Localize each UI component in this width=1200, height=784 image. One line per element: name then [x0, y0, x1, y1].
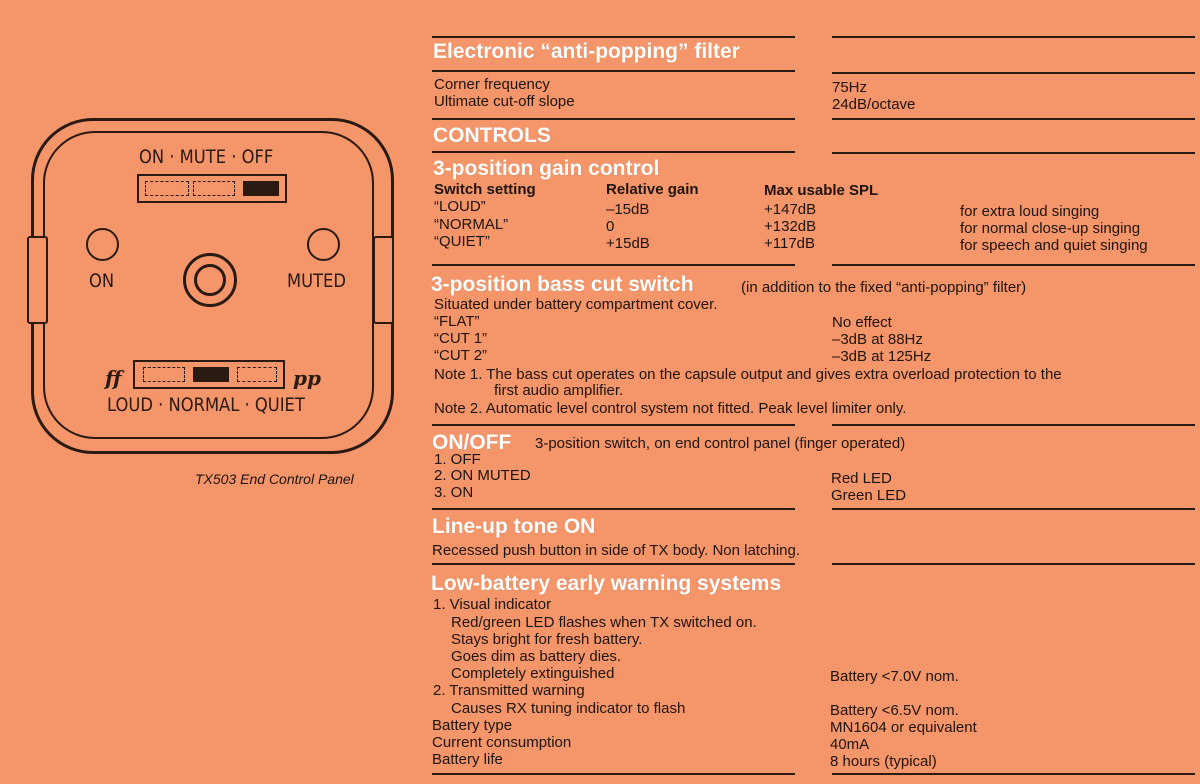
onoff-row-value: Red LED: [831, 470, 892, 487]
rule: [432, 151, 795, 153]
onoff-heading: ON/OFF: [432, 431, 512, 454]
pp-label: pp: [293, 366, 321, 390]
gain-position-quiet: [237, 367, 277, 382]
on-led-label: ON: [89, 270, 115, 292]
battery-line: Completely extinguished: [451, 665, 615, 682]
battery-line: Battery life: [432, 751, 503, 768]
onoff-row-label: 1. OFF: [434, 451, 481, 468]
bass-row-label: “CUT 1”: [434, 330, 488, 347]
rule: [832, 264, 1195, 266]
battery-value: Battery <6.5V nom.: [830, 702, 959, 719]
on-off-switch[interactable]: [137, 174, 287, 203]
gain-relative: +15dB: [606, 235, 650, 252]
rule: [832, 773, 1195, 775]
gain-spl: +147dB: [764, 201, 817, 218]
rule: [832, 563, 1195, 565]
rule: [432, 118, 795, 120]
battery-line: Battery type: [432, 717, 513, 734]
battery-value: 8 hours (typical): [830, 753, 937, 770]
onoff-heading-note: 3-position switch, on end control panel (finger operated): [535, 435, 906, 452]
switch-position-on: [145, 181, 189, 196]
onoff-row-label: 3. ON: [434, 484, 474, 501]
loud-normal-quiet-label: LOUD · NORMAL · QUIET: [107, 394, 305, 416]
battery-line: 1. Visual indicator: [433, 596, 552, 613]
gain-spl: +117dB: [764, 235, 816, 252]
bass-heading: 3-position bass cut switch: [431, 273, 694, 296]
battery-line: Stays bright for fresh battery.: [451, 631, 643, 648]
rule: [432, 70, 795, 72]
gain-use: for normal close-up singing: [960, 220, 1141, 237]
switch-knob-off: [243, 181, 279, 196]
onoff-row-label: 2. ON MUTED: [434, 467, 531, 484]
lineup-button-inner-icon: [194, 264, 226, 296]
gain-col-switch: Switch setting: [434, 181, 536, 198]
bass-heading-note: (in addition to the fixed “anti-popping” filter): [741, 279, 1027, 296]
switch-position-mute: [193, 181, 235, 196]
bass-row-value: No effect: [832, 314, 892, 331]
rule: [432, 264, 795, 266]
gain-position-loud: [143, 367, 185, 382]
on-mute-off-label: ON · MUTE · OFF: [139, 146, 274, 168]
gain-setting: “NORMAL”: [434, 216, 509, 233]
rule: [832, 152, 1195, 154]
panel-caption: TX503 End Control Panel: [195, 471, 354, 487]
filter-heading: Electronic “anti-popping” filter: [433, 40, 740, 63]
onoff-row-value: Green LED: [831, 487, 907, 504]
muted-led-label: MUTED: [287, 270, 346, 292]
gain-knob-normal: [193, 367, 229, 382]
battery-line: Goes dim as battery dies.: [451, 648, 622, 665]
rule: [832, 424, 1195, 426]
battery-line: 2. Transmitted warning: [433, 682, 585, 699]
lineup-heading: Line-up tone ON: [432, 515, 596, 538]
rule: [832, 508, 1195, 510]
rule: [432, 36, 795, 38]
gain-relative: 0: [606, 218, 615, 235]
rule: [832, 118, 1195, 120]
bass-location: Situated under battery compartment cover.: [434, 296, 718, 313]
lineup-button-outer-icon[interactable]: [183, 253, 237, 307]
battery-value: MN1604 or equivalent: [830, 719, 977, 736]
gain-use: for extra loud singing: [960, 203, 1100, 220]
panel-side-tab-left: [27, 236, 48, 324]
bass-row-value: –3dB at 125Hz: [832, 348, 932, 365]
bass-row-value: –3dB at 88Hz: [832, 331, 923, 348]
rule: [432, 563, 795, 565]
muted-led-icon: [307, 228, 340, 261]
gain-setting: “QUIET”: [434, 233, 490, 250]
bass-row-label: “CUT 2”: [434, 347, 488, 364]
battery-line: Current consumption: [432, 734, 572, 751]
rule: [832, 36, 1195, 38]
gain-col-spl: Max usable SPL: [764, 182, 879, 199]
gain-spl: +132dB: [764, 218, 817, 235]
filter-row-label: Corner frequency: [434, 76, 550, 93]
ff-label: ff: [105, 366, 122, 390]
filter-row-value: 24dB/octave: [832, 96, 916, 113]
gain-setting: “LOUD”: [434, 198, 486, 215]
filter-row-value: 75Hz: [832, 79, 868, 96]
rule: [432, 508, 795, 510]
on-led-icon: [86, 228, 119, 261]
panel-side-tab-right: [373, 236, 394, 324]
bass-note-1-cont: first audio amplifier.: [494, 382, 624, 399]
bass-note-2: Note 2. Automatic level control system not fitted. Peak level limiter only.: [434, 400, 907, 417]
gain-use: for speech and quiet singing: [960, 237, 1148, 254]
rule: [832, 72, 1195, 74]
gain-heading: 3-position gain control: [433, 157, 660, 180]
battery-value: 40mA: [830, 736, 870, 753]
battery-line: Red/green LED flashes when TX switched on.: [451, 614, 757, 631]
controls-heading: CONTROLS: [433, 124, 551, 147]
rule: [432, 424, 795, 426]
bass-note-1: Note 1. The bass cut operates on the capsule output and gives extra overload protection to the: [434, 366, 1062, 383]
battery-value: Battery <7.0V nom.: [830, 668, 959, 685]
gain-col-relative: Relative gain: [606, 181, 699, 198]
rule: [432, 773, 795, 775]
gain-relative: –15dB: [606, 201, 650, 218]
bass-row-label: “FLAT”: [434, 313, 480, 330]
filter-row-label: Ultimate cut-off slope: [434, 93, 575, 110]
battery-heading: Low-battery early warning systems: [431, 572, 782, 595]
battery-line: Causes RX tuning indicator to flash: [451, 700, 686, 717]
gain-switch[interactable]: [133, 360, 285, 389]
lineup-text: Recessed push button in side of TX body. Non latching.: [432, 542, 801, 559]
